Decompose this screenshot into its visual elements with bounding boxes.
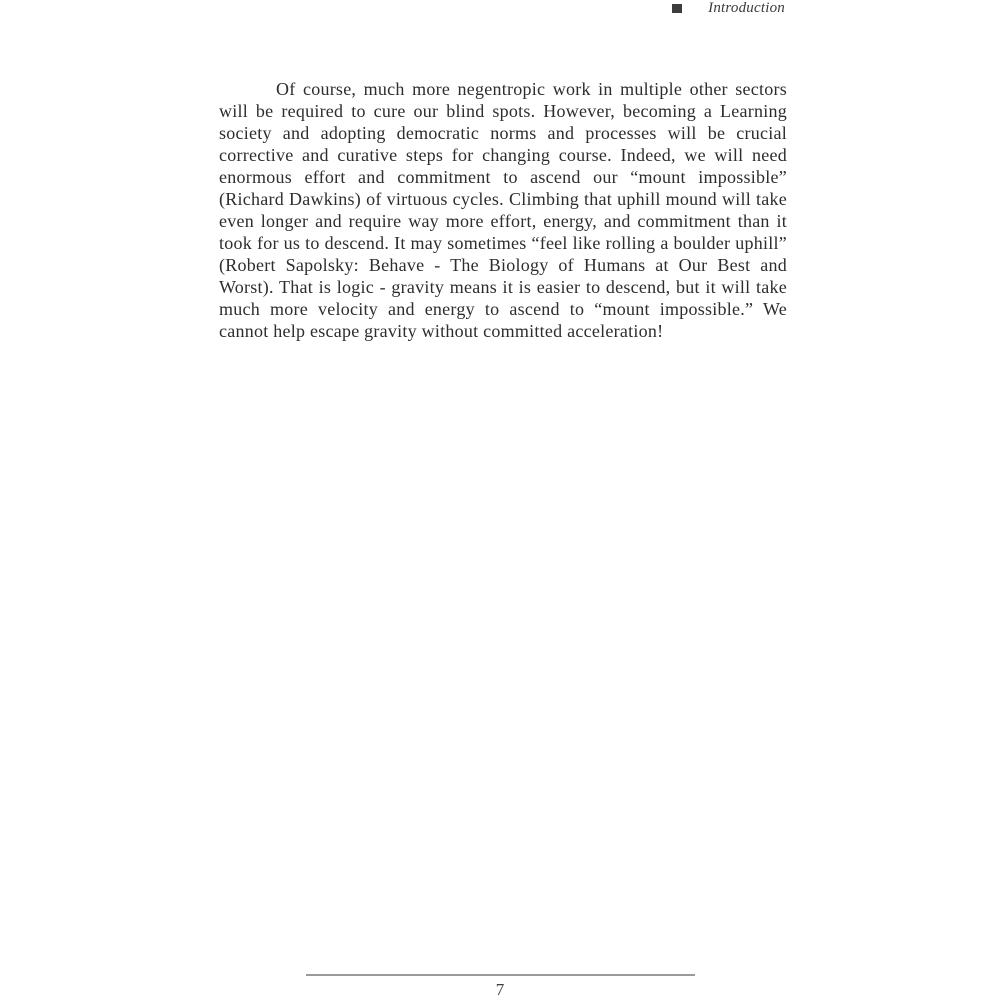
- square-bullet-icon: [672, 4, 682, 13]
- page-number: 7: [495, 980, 505, 999]
- running-header: [672, 0, 785, 16]
- footer-divider: [306, 974, 695, 976]
- running-header-title: Introduction: [708, 0, 785, 16]
- body-paragraph: Of course, much more negentropic work in multiple other sectors will be required to cure our blind spots. However, becoming a Learning society and adopting democratic norms and processes will be crucial corrective and curative steps for changing course. Indeed, we will need enormous effort and commitment to ascend our “mount impossible” (Richard Dawkins) of virtuous cycles. Climbing that uphill mound will take even longer and require way more effort, energy, and commitment than it took for us to descend. It may sometimes “feel like rolling a boulder uphill” (Robert Sapolsky: Behave - The Biology of Humans at Our Best and Worst). That is logic - gravity means it is easier to descend, but it will take much more velocity and energy to ascend to “mount impossible.” We cannot help escape gravity without committed acceleration!: [219, 79, 787, 341]
